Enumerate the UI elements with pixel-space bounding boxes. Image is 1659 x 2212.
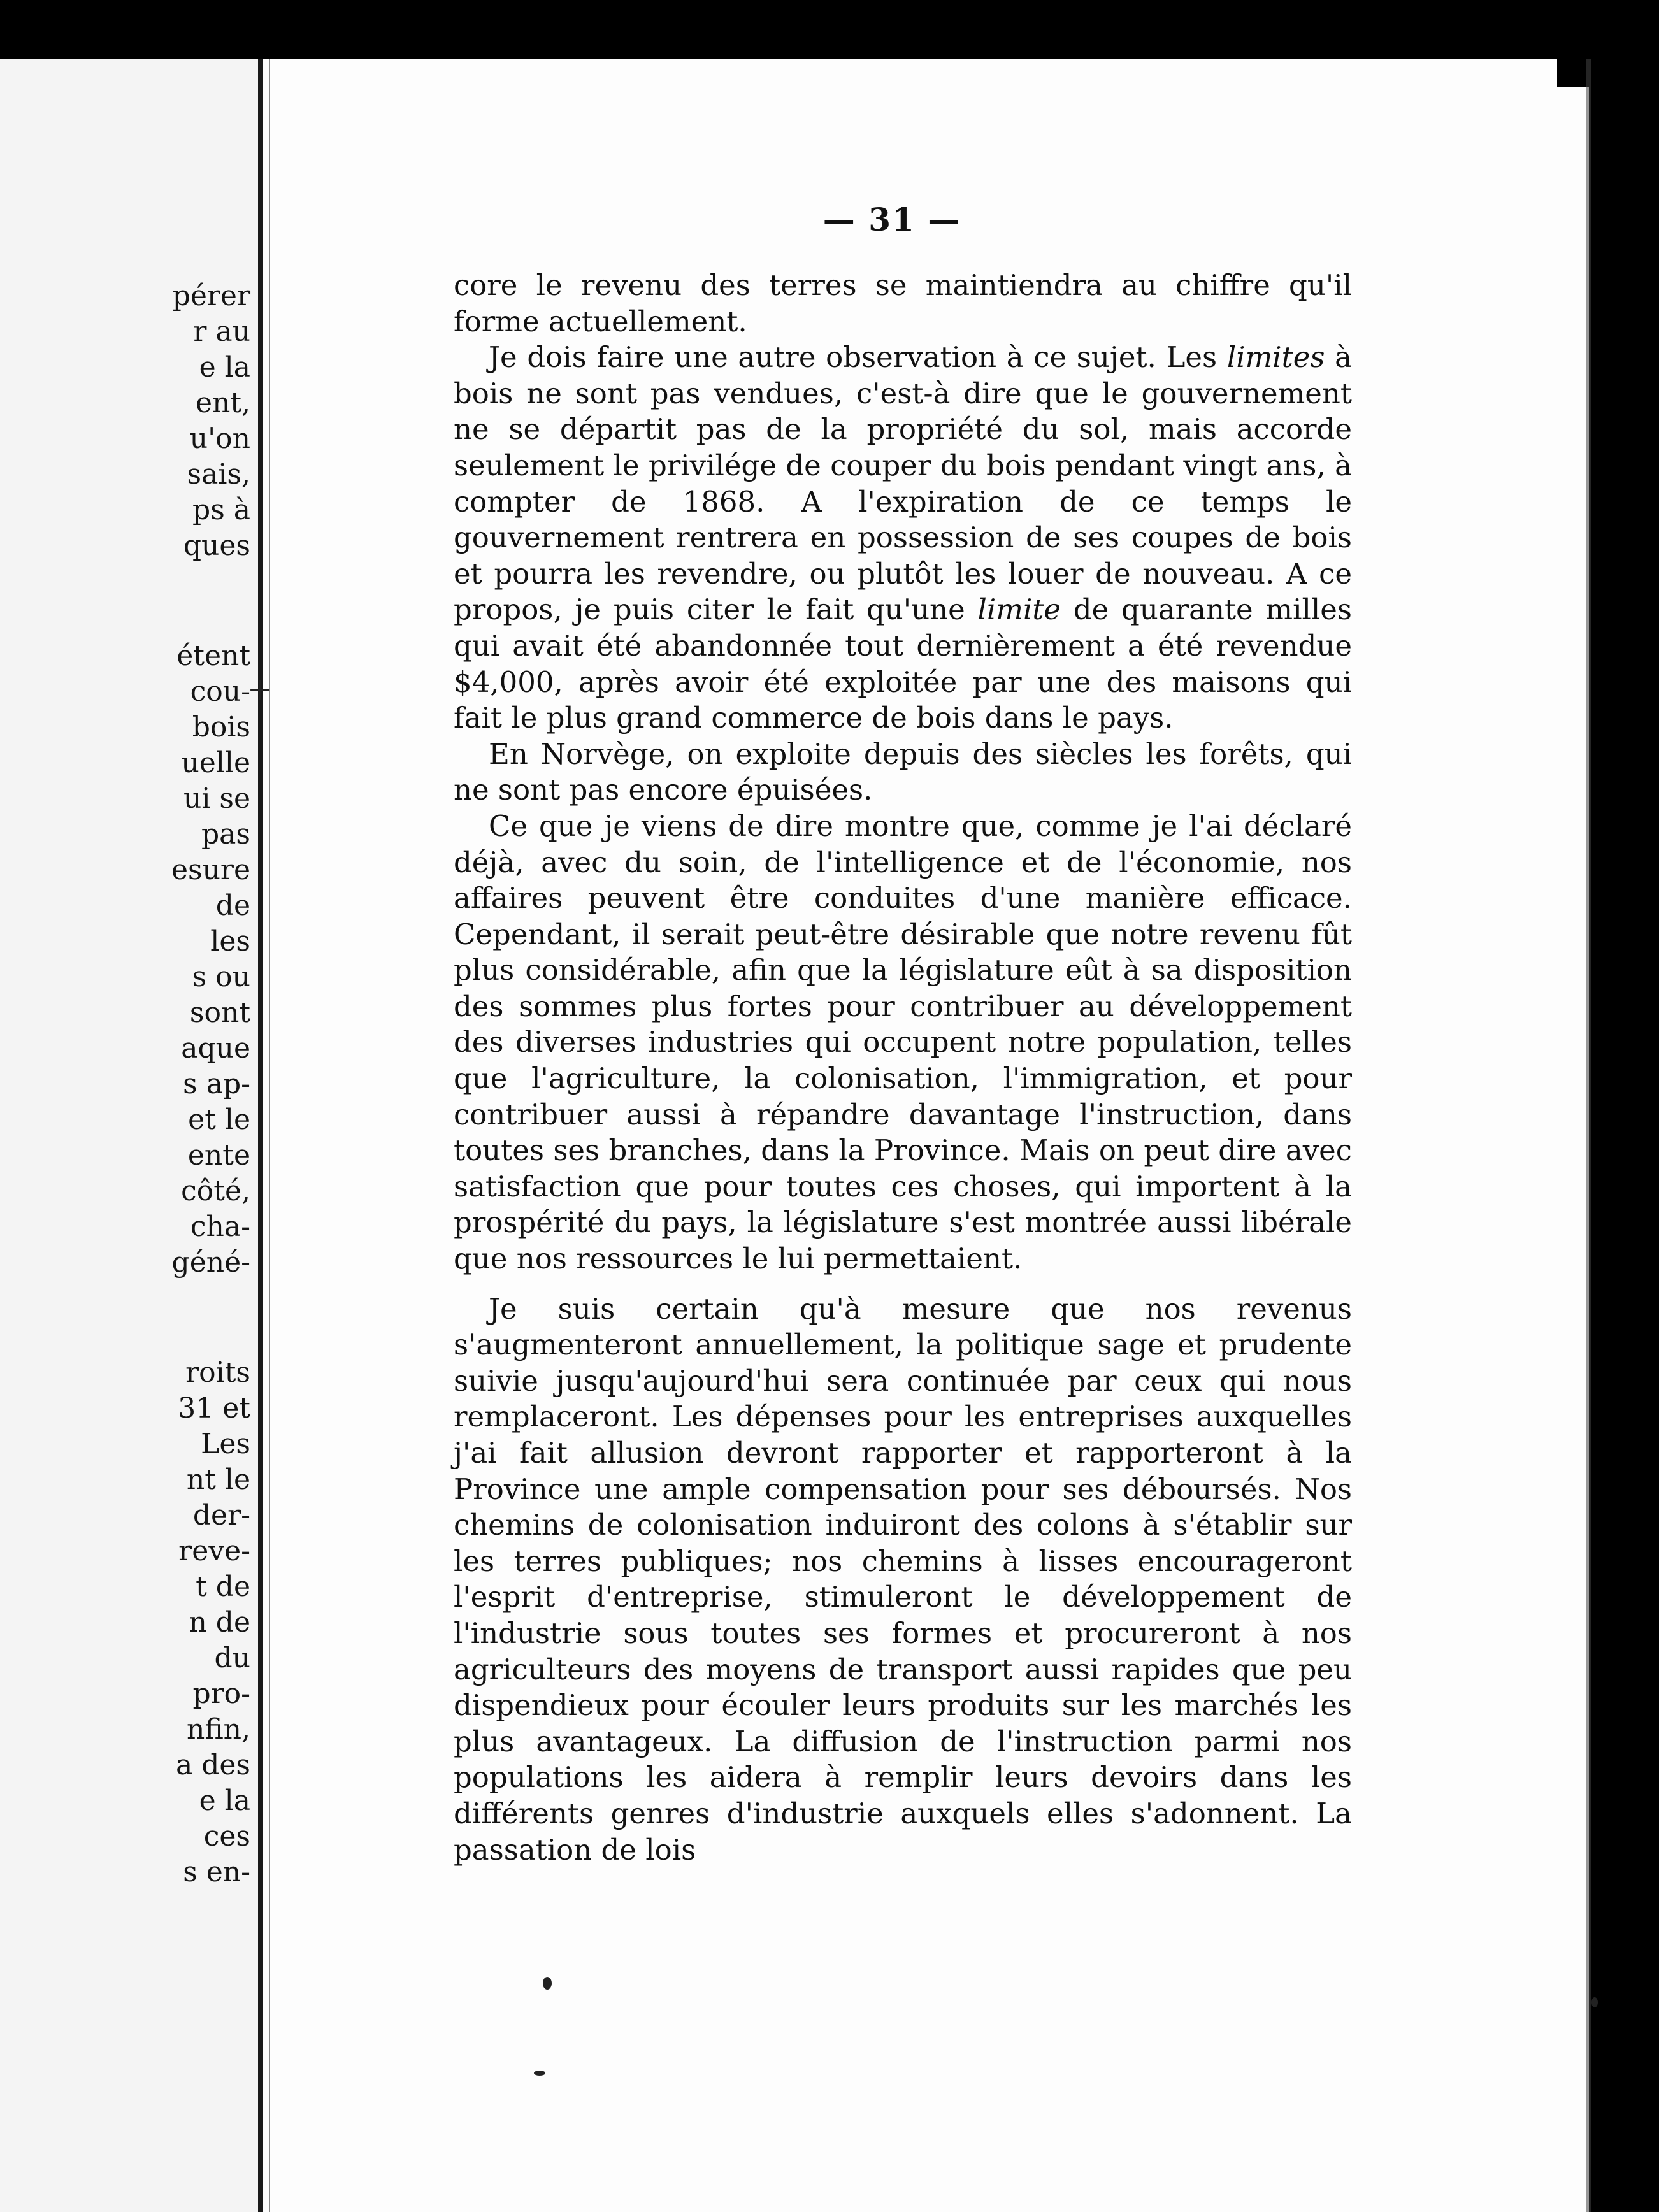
scan-border-notch [1557, 59, 1589, 87]
previous-page-line: bois [192, 711, 250, 743]
previous-page-line: côté, [181, 1175, 250, 1207]
previous-page-line: n de [189, 1606, 250, 1639]
previous-page-line: de [215, 889, 250, 922]
previous-page-line: les [210, 925, 250, 958]
paragraph-2 [454, 340, 1352, 736]
previous-page-line: pro- [192, 1677, 250, 1710]
previous-page-line: nfin, [186, 1713, 250, 1746]
page-gutter-shadow [269, 59, 270, 2212]
previous-page-line: aque [181, 1032, 250, 1065]
previous-page-line: étent [176, 640, 250, 672]
previous-page-line: 31 et [178, 1392, 250, 1425]
previous-page-line: ui se [183, 782, 250, 815]
page-number: — 31 — [822, 201, 961, 238]
previous-page-line: sais, [187, 458, 250, 491]
previous-page-line: ent, [195, 387, 250, 419]
previous-page-line: a des [175, 1749, 250, 1781]
italic-limites: limites [1226, 340, 1325, 375]
previous-page-line: u'on [189, 422, 250, 455]
italic-limite: limite [977, 592, 1061, 627]
previous-page-line: uelle [181, 747, 250, 779]
previous-page-line: pérer [172, 280, 250, 312]
paragraph-1: core le revenu des terres se maintiendra au chiffre qu'il forme actuellement. [454, 268, 1352, 338]
previous-page-line: s ap- [183, 1068, 250, 1100]
previous-page-line: e la [199, 1785, 250, 1817]
previous-page-line: ces [203, 1820, 250, 1853]
paragraph-5: Je suis certain qu'à mesure que nos revenus s'augmenteront annuellement, la politique sage et prudente suivie jusqu'aujourd'hui sera continuée par ceux qui nous remplaceront. Les dépenses pour les entreprises auxquelles j'ai fait allusion devront rapporter et rapporteront à la Province une ample compensation pour ses déboursés. Nos chemins de colonisation induiront des colons à s'établir sur les terres publiques; nos chemins à lisses encourageront l'esprit d'entreprise, stimuleront le développement de l'industrie sous toutes ses formes et procureront à nos agriculteurs des moyens de transport aussi rapides que peu dispendieux pour écouler leurs produits sur les marchés les plus avantageux. La diffusion de l'instruction parmi nos populations les aidera à remplir leurs devoirs dans les différents genres d'industrie auxquels elles s'adonnent. La passation de lois [454, 1291, 1352, 1867]
previous-page-line: der- [192, 1499, 250, 1532]
previous-page-line: r au [193, 315, 250, 348]
paragraph-3: En Norvège, on exploite depuis des siècles les forêts, qui ne sont pas encore épuisées. [454, 736, 1352, 807]
scan-border-right [1589, 0, 1659, 2212]
previous-page-line: e la [199, 351, 250, 384]
page-gutter [258, 59, 263, 2212]
previous-page-line: géné- [171, 1246, 250, 1279]
previous-page-line: pas [201, 818, 250, 851]
previous-page-line: esure [171, 854, 250, 886]
previous-page-line: nt le [186, 1463, 250, 1496]
previous-page-fragment [0, 59, 258, 2212]
ink-speck [543, 1977, 552, 1990]
previous-page-line: s ou [192, 961, 250, 993]
body-text [454, 268, 1352, 1868]
previous-page-line: cha- [190, 1210, 250, 1243]
previous-page-line: sont [189, 996, 250, 1029]
paragraph-2-part-a: Je dois faire une autre observation à ce sujet. Les [489, 340, 1227, 375]
gutter-tick-mark: + [247, 672, 273, 707]
previous-page-line: du [214, 1642, 250, 1674]
paragraph-2-part-c: de quarante milles qui avait été abandonnée tout dernièrement a été revendue $4,000, après avoir été exploitée par une des maisons qui fait le plus grand commerce de bois dans le pays. [454, 592, 1353, 735]
previous-page-line: Les [201, 1428, 250, 1460]
previous-page-line: t de [196, 1570, 250, 1603]
previous-page-line: s en- [183, 1856, 250, 1888]
previous-page-line: ps à [192, 494, 250, 526]
previous-page-line: roits [185, 1356, 250, 1389]
previous-page-line: ques [183, 529, 250, 562]
previous-page-line: reve- [178, 1535, 250, 1567]
paragraph-4: Ce que je viens de dire montre que, comme je l'ai déclaré déjà, avec du soin, de l'intelligence et de l'économie, nos affaires peuvent être conduites d'une manière efficace. Cependant, il serait peut-être désirable que notre revenu fût plus considérable, afin que la législature eût à sa disposition des sommes plus fortes pour contribuer au développement des diverses industries qui occupent notre population, telles que l'agriculture, la colonisation, l'immigration, et pour contribuer aussi à répandre davantage l'instruction, dans toutes ses branches, dans la Province. Mais on peut dire avec satisfaction que pour toutes ces choses, qui importent à la prospérité du pays, la législature s'est montrée aussi libérale que nos ressources le lui permettaient. [454, 808, 1352, 1276]
ink-speck [1591, 1997, 1598, 2007]
paragraph-2-part-b: à bois ne sont pas vendues, c'est-à dire que le gouvernement ne se départit pas de la propriété du sol, mais accorde seulement le privilége de couper du bois pendant vingt ans, à compter de 1868. A l'expiration de ce temps le gouvernement rentrera en possession de ses coupes de bois et pourra les revendre, ou plutôt les louer de nouveau. A ce propos, je puis citer le fait qu'une [454, 340, 1352, 627]
previous-page-line: cou- [190, 675, 250, 708]
ink-speck [534, 2071, 545, 2076]
previous-page-line: ente [187, 1139, 250, 1172]
previous-page-line: et le [188, 1103, 250, 1136]
scan-border-top [0, 0, 1659, 59]
page-edge-shadow [1586, 59, 1591, 2212]
